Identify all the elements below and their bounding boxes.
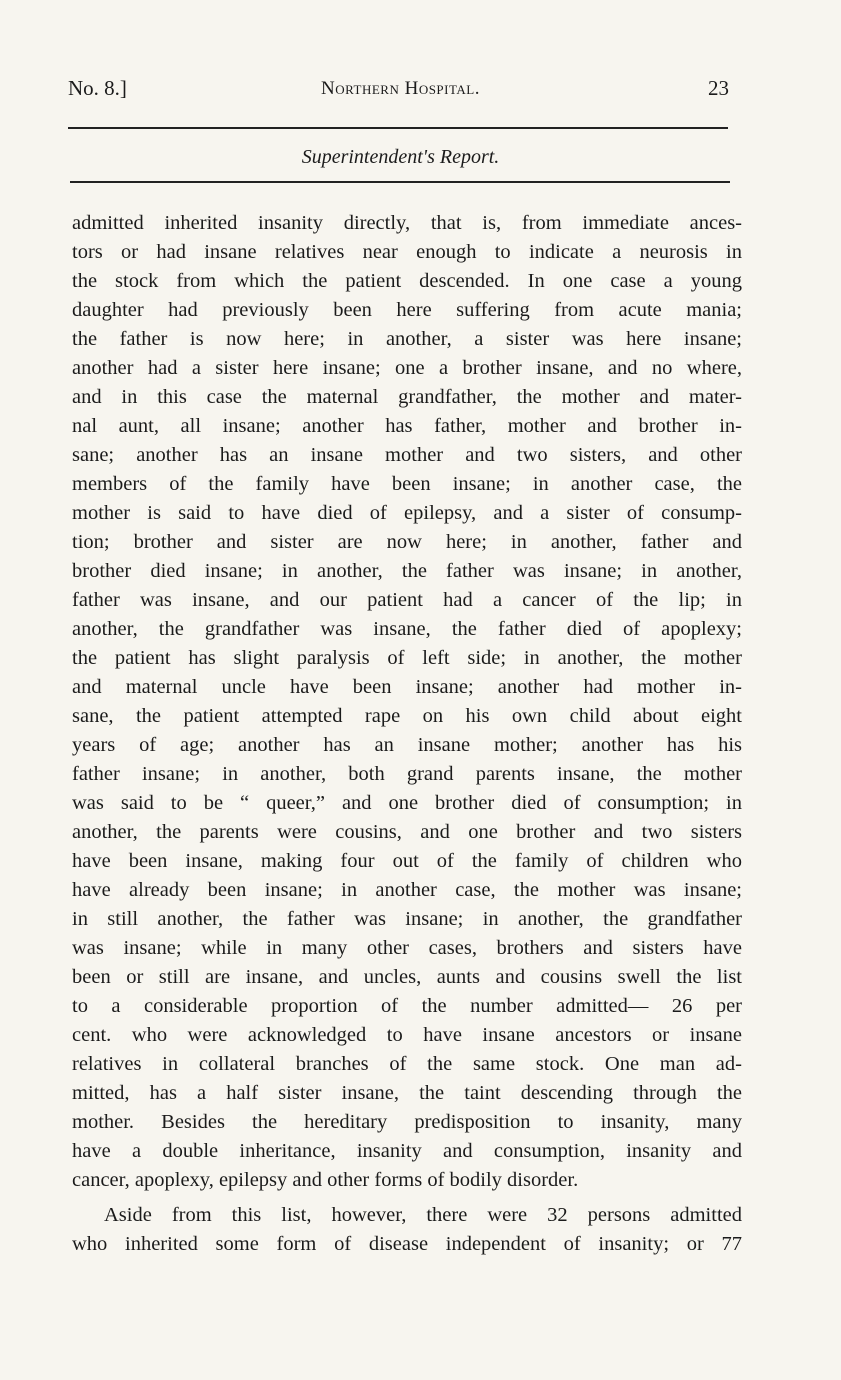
page-number: 23 bbox=[708, 76, 729, 100]
text-line: daughter had previously been here suffering from acute mania; bbox=[72, 299, 742, 321]
text-line: father insane; in another, both grand parents insane, the mother bbox=[72, 763, 742, 785]
text-line: and in this case the maternal grandfather, the mother and mater- bbox=[72, 386, 742, 408]
text-line: another, the parents were cousins, and one brother and two sisters bbox=[72, 821, 742, 843]
running-head bbox=[68, 76, 733, 106]
text-line: and maternal uncle have been insane; another had mother in- bbox=[72, 676, 742, 698]
text-line: have been insane, making four out of the family of children who bbox=[72, 850, 742, 872]
text-line: have a double inheritance, insanity and consumption, insanity and bbox=[72, 1140, 742, 1162]
text-line: was said to be “ queer,” and one brother died of consumption; in bbox=[72, 792, 742, 814]
running-title: Northern Hospital. bbox=[321, 78, 480, 99]
body-text bbox=[72, 209, 742, 1259]
text-line: another, the grandfather was insane, the father died of apoplexy; bbox=[72, 618, 742, 640]
text-line: the stock from which the patient descended. In one case a young bbox=[72, 270, 742, 292]
text-line: relatives in collateral branches of the same stock. One man ad- bbox=[72, 1053, 742, 1075]
text-line: admitted inherited insanity directly, that is, from immediate ances- bbox=[72, 212, 742, 234]
section-heading: Superintendent's Report. bbox=[301, 146, 500, 168]
text-line: have already been insane; in another case, the mother was insane; bbox=[72, 879, 742, 901]
text-line: members of the family have been insane; in another case, the bbox=[72, 473, 742, 495]
text-line: who inherited some form of disease independent of insanity; or 77 bbox=[72, 1233, 742, 1255]
text-line: Aside from this list, however, there were 32 persons admitted bbox=[104, 1204, 742, 1226]
text-line: tors or had insane relatives near enough to indicate a neurosis in bbox=[72, 241, 742, 263]
text-line: cent. who were acknowledged to have insane ancestors or insane bbox=[72, 1024, 742, 1046]
text-line: in still another, the father was insane; in another, the grandfather bbox=[72, 908, 742, 930]
text-line: mother is said to have died of epilepsy, and a sister of consump- bbox=[72, 502, 742, 524]
text-line: to a considerable proportion of the number admitted— 26 per bbox=[72, 995, 742, 1017]
text-line: been or still are insane, and uncles, aunts and cousins swell the list bbox=[72, 966, 742, 988]
text-line: mitted, has a half sister insane, the taint descending through the bbox=[72, 1082, 742, 1104]
paragraph-2 bbox=[72, 1201, 742, 1259]
text-line: the patient has slight paralysis of left side; in another, the mother bbox=[72, 647, 742, 669]
text-line: brother died insane; in another, the father was insane; in another, bbox=[72, 560, 742, 582]
text-line: sane, the patient attempted rape on his own child about eight bbox=[72, 705, 742, 727]
text-line: cancer, apoplexy, epilepsy and other forms of bodily disorder. bbox=[72, 1169, 579, 1191]
text-line: nal aunt, all insane; another has father, mother and brother in- bbox=[72, 415, 742, 437]
header-rule-top bbox=[68, 127, 728, 129]
text-line: was insane; while in many other cases, brothers and sisters have bbox=[72, 937, 742, 959]
text-line: father was insane, and our patient had a cancer of the lip; in bbox=[72, 589, 742, 611]
text-line: years of age; another has an insane mother; another has his bbox=[72, 734, 742, 756]
text-line: tion; brother and sister are now here; in another, father and bbox=[72, 531, 742, 553]
report-number: No. 8.] bbox=[68, 76, 127, 100]
text-line: another had a sister here insane; one a brother insane, and no where, bbox=[72, 357, 742, 379]
text-line: sane; another has an insane mother and two sisters, and other bbox=[72, 444, 742, 466]
text-line: mother. Besides the hereditary predisposition to insanity, many bbox=[72, 1111, 742, 1133]
paragraph-1 bbox=[72, 209, 742, 1195]
header-rule-bottom bbox=[70, 181, 730, 183]
text-line: the father is now here; in another, a sister was here insane; bbox=[72, 328, 742, 350]
